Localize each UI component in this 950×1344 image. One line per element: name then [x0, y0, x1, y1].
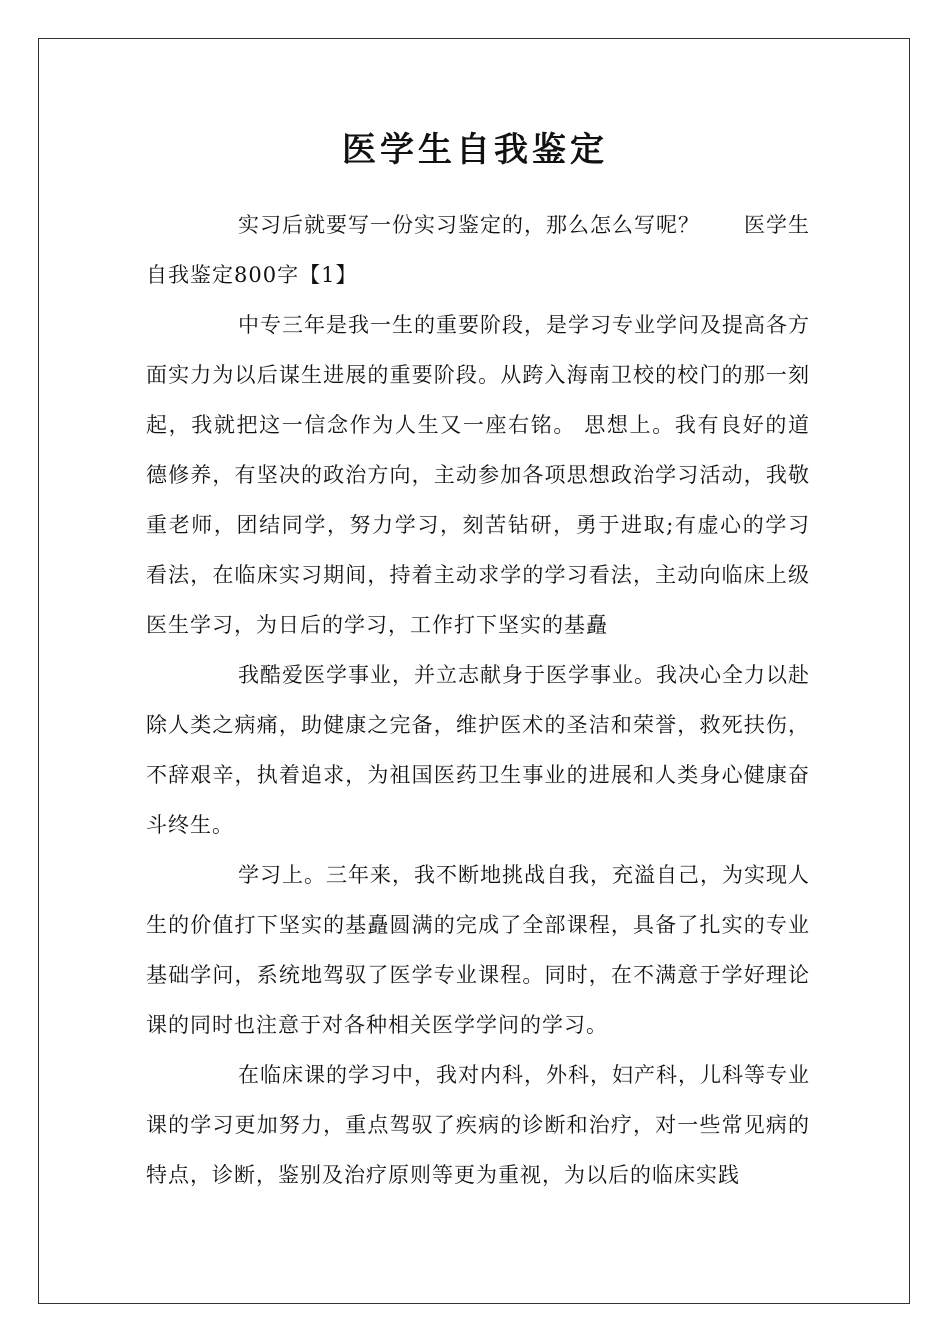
document-body [146, 200, 810, 1200]
paragraph-clinical: 在临床课的学习中，我对内科，外科，妇产科，儿科等专业课的学习更加努力，重点驾驭了疾病的诊断和治疗，对一些常见病的特点，诊断，鉴别及治疗原则等更为重视，为以后的临床实践 [146, 1063, 810, 1187]
paragraph-intro: 实习后就要写一份实习鉴定的，那么怎么写呢？ 医学生自我鉴定800字【1】 [146, 213, 810, 287]
document-title: 医学生自我鉴定 [342, 130, 608, 170]
paragraph-dedication: 我酷爱医学事业，并立志献身于医学事业。我决心全力以赴除人类之病痛，助健康之完备，维护医术的圣洁和荣誉，救死扶伤，不辞艰辛，执着追求，为祖国医药卫生事业的进展和人类身心健康奋斗终生。 [146, 663, 810, 837]
paragraph-ideology: 中专三年是我一生的重要阶段，是学习专业学问及提高各方面实力为以后谋生进展的重要阶段。从跨入海南卫校的校门的那一刻起，我就把这一信念作为人生又一座右铭。 思想上。我有良好的道德修养，有坚决的政治方向，主动参加各项思想政治学习活动，我敬重老师，团结同学，努力学习，刻苦钻研，勇于进取;有虚心的学习看法，在临床实习期间，持着主动求学的学习看法，主动向临床上级医生学习，为日后的学习，工作打下坚实的基矗 [146, 313, 810, 637]
paragraph-study: 学习上。三年来，我不断地挑战自我，充溢自己，为实现人生的价值打下坚实的基矗圆满的完成了全部课程，具备了扎实的专业基础学问，系统地驾驭了医学专业课程。同时，在不满意于学好理论课的同时也注意于对各种相关医学学问的学习。 [146, 863, 810, 1037]
